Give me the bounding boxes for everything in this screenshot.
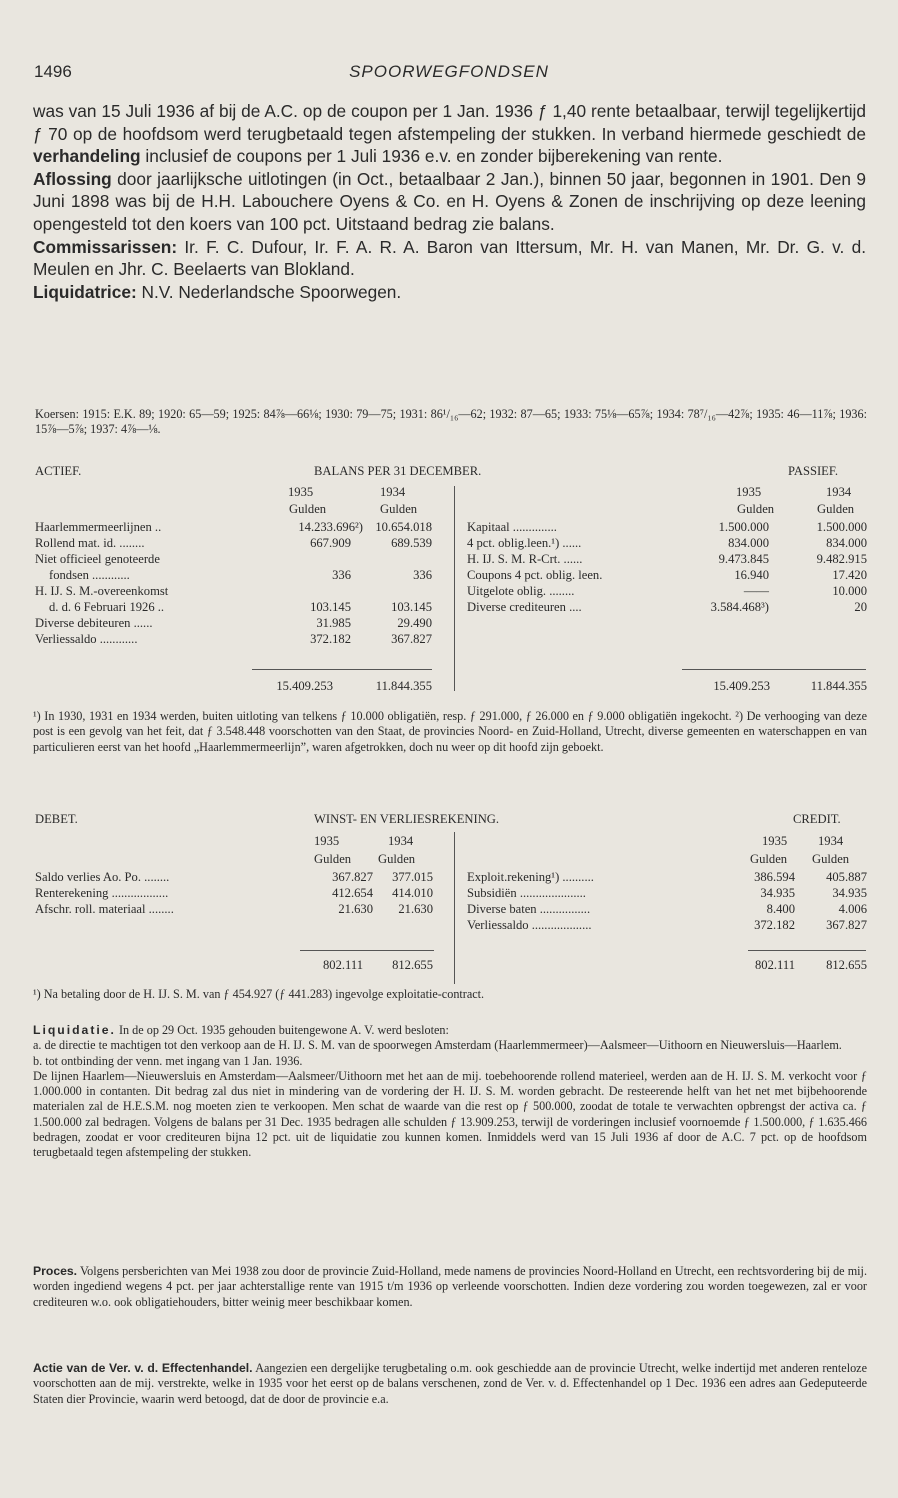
running-head: [0, 62, 898, 88]
balans-right-row: Coupons 4 pct. oblig. leen. 16.940 17.420: [467, 568, 867, 582]
balans-right-total-1934: 11.844.355: [810, 679, 867, 693]
winst-center-title: WINST- EN VERLIESREKENING.: [314, 812, 500, 826]
balans-left-unit-a: Gulden: [289, 502, 327, 516]
actie-section: Actie van de Ver. v. d. Effectenhandel. Aangezien een dergelijke terugbetaling o.m. ook geschiedde aan de provincie Utrecht, welke indertijd met anderen renteloze voorschotten aan de mij. verstrekte, welke in 1935 voor het eerst op de balans verschenen, zond de Ver. v. d. Effectenhandel op 1 Dec. 1936 een adres aan Gedeputeerde Staten dier Provincie, waarin werd betoogd, dat de door de provincie e.a.: [33, 1361, 867, 1406]
balans-center-title: BALANS PER 31 DECEMBER.: [314, 464, 482, 478]
winst-footnote: ¹) Na betaling door de H. IJ. S. M. van ƒ 454.927 (ƒ 441.283) ingevolge exploitatie-contract.: [33, 987, 485, 1001]
winst-left-total-rule: [300, 950, 434, 951]
intro-paragraph-1: was van 15 Juli 1936 af bij de A.C. op de coupon per 1 Jan. 1936 ƒ 1,40 rente betaalbaar, terwijl tegelijkertijd ƒ 70 op de hoofdsom werd terugbetaald tegen afstempeling der stukken. In verband hiermede geschiedt de verhandeling inclusief de coupons per 1 Juli 1936 e.v. en zonder bijberekening van rente.: [33, 101, 866, 167]
liquidatie-section: Liquidatie. In de op 29 Oct. 1935 gehouden buitengewone A. V. werd besloten: a. de directie te machtigen tot den verkoop aan de H. IJ. S. M. van de spoorwegen Amsterdam (Haarlemmermeer)—Aalsmeer—Uithoorn en Nieuwersluis—Haarlem. b. tot ontbinding der venn. met ingang van 1 Jan. 1936. De lijnen Haarlem—Nieuwersluis en Amsterdam—Aalsmeer/Uithoorn met het aan de mij. toebehoorende rollend materieel, werden aan de H. IJ. S. M. verkocht voor ƒ 1.000.000 in contanten. Dit bedrag zal dus niet in mindering van de vordering der H. IJ. S. M. worden gebracht. De resteerende helft van het net met bijbehoorende materialen zal de H.E.S.M. nog moeten zien te verkoopen. Men schat de waarde van die rest op ƒ 500.000, zoodat de totale te verwachten opbrengst der activa ca. ƒ 1.500.000 zal bedragen. Volgens de balans per 31 Dec. 1935 bedragen alle schulden ƒ 13.909.253, terwijl de vorderingen inclusief voornoemde ƒ 1.500.000, ƒ 1.635.466 bedragen, zoodat er voor crediteuren bijna 12 pct. uit de liquidatie zou kunnen komen. Inmiddels werd van 15 Juli 1936 af door de A.C. 7 pct. op de hoofdsom terugbetaald tegen afstempeling der stukken.: [33, 1023, 867, 1160]
winst-right-unit-b: Gulden: [812, 852, 850, 866]
koersen-text: Koersen: 1915: E.K. 89; 1920: 65—59; 1925: 84⅞—66⅛; 1930: 79—75; 1931: 86¹/₁₆—62; 1932: 87—65; 1933: 75⅛—65⅞; 1934: 78⁷/₁₆—42⅞; 1935: 46—11⅞; 1936: 15⅞—5⅞; 1937: 4⅞—⅛.: [35, 407, 867, 437]
balans-left-total-rule: [252, 669, 432, 670]
balans-divider: [454, 486, 455, 691]
liquidatie-item-b: b. tot ontbinding der venn. met ingang van 1 Jan. 1936.: [33, 1053, 303, 1068]
balans-right-title: PASSIEF.: [788, 464, 838, 478]
balans-left-row: Diverse debiteuren ...... 31.985 29.490: [35, 616, 432, 630]
winst-right-unit-a: Gulden: [750, 852, 788, 866]
proces-label: Proces.: [33, 1264, 78, 1278]
balans-left-year-a: 1935: [288, 485, 314, 499]
balans-left-row: Niet officieel genoteerde: [35, 552, 160, 566]
winst-left-row: Afschr. roll. materiaal ........ 21.630 21.630: [35, 902, 433, 916]
winst-right-year-b: 1934: [818, 834, 844, 848]
winst-left-row: Saldo verlies Ao. Po. ........ 367.827 377.015: [35, 870, 433, 884]
balans-right-unit-a: Gulden: [737, 502, 775, 516]
balans-right-row: H. IJ. S. M. R-Crt. ...... 9.473.845 9.482.915: [467, 552, 867, 566]
winst-left-title: DEBET.: [35, 812, 78, 826]
balans-right-total-rule: [682, 669, 866, 670]
actie-label: Actie van de Ver. v. d. Effectenhandel.: [33, 1361, 253, 1375]
winst-left-unit-a: Gulden: [314, 852, 352, 866]
balans-right-year-a: 1935: [736, 485, 762, 499]
balans-right-row: Kapitaal .............. 1.500.000 1.500.000: [467, 520, 867, 534]
balans-left-row: H. IJ. S. M.-overeenkomst: [35, 584, 169, 598]
winst-left-year-a: 1935: [314, 834, 340, 848]
winst-divider: [454, 832, 455, 984]
balans-left-total-1935: 15.409.253: [276, 679, 333, 693]
proces-section: Proces. Volgens persberichten van Mei 1938 zou door de provincie Zuid-Holland, mede namens de provincies Noord-Holland en Utrecht, een rechtsvordering bij de mij. worden ingediend wegens 4 pct. per jaar achterstallige rente van 1915 t/m 1936 op verleende voorschotten. Indien deze vordering zou worden toegewezen, zal er voor crediteuren w.o. ook obligatiehouders, bitter weinig meer beschikbaar komen.: [33, 1264, 867, 1309]
intro-paragraph-aflossing: Aflossing door jaarlijksche uitlotingen (in Oct., betaalbaar 2 Jan.), binnen 50 jaar, begonnen in 1901. Den 9 Juni 1898 was bij de H.H. Labouchere Oyens & Co. en H. Oyens & Zonen de inschrijving op deze leening opengesteld tot den koers van 100 pct. Uitstaand bedrag zie balans.: [33, 168, 866, 234]
balans-footnote: ¹) In 1930, 1931 en 1934 werden, buiten uitloting van telkens ƒ 10.000 obligatiën, resp. ƒ 291.000, ƒ 26.000 en ƒ 9.000 obligatiën ingekocht. ²) De verhooging van deze post is een gevolg van het feit, dat ƒ 3.548.448 voorschotten van den Staat, de provincies Noord- en Zuid-Holland, Utrecht, diverse gemeenten en waterschappen en van particulieren eerst van het hoofd „Haarlemmermeerlijn”, waren afgetrokken, doch nu weer op dit hoofd zijn geboekt.: [33, 709, 867, 754]
winst-right-row: Verliessaldo ................... 372.182 367.827: [467, 918, 867, 932]
winst-right-year-a: 1935: [762, 834, 788, 848]
winst-right-row: Diverse baten ................ 8.400 4.006: [467, 902, 867, 916]
running-title: SPOORWEGFONDSEN: [349, 62, 549, 81]
balans-left-row: Verliessaldo ............ 372.182 367.827: [35, 632, 432, 646]
winst-right-total-1934: 812.655: [826, 958, 867, 972]
winst-left-unit-b: Gulden: [378, 852, 416, 866]
winst-right-row: Subsidiën ..................... 34.935 34.935: [467, 886, 867, 900]
liquidatie-item-a: a. de directie te machtigen tot den verkoop aan de H. IJ. S. M. van de spoorwegen Amsterdam (Haarlemmermeer)—Aalsmeer—Uithoorn en Nieuwersluis—Haarlem.: [33, 1038, 842, 1053]
winst-left-total-1934: 812.655: [392, 958, 433, 972]
balans-left-row: Rollend mat. id. ........ 667.909 689.539: [35, 536, 432, 550]
balans-right-total-1935: 15.409.253: [713, 679, 770, 693]
winst-left-row: Renterekening .................. 412.654 414.010: [35, 886, 433, 900]
winst-right-title: CREDIT.: [793, 812, 841, 826]
winst-right-row: Exploit.rekening¹) .......... 386.594 405.887: [467, 870, 867, 884]
balans-left-row: Haarlemmermeerlijnen .. 14.233.696²) 10.654.018: [35, 520, 432, 534]
balans-right-unit-b: Gulden: [817, 502, 855, 516]
balans-right-row: Diverse crediteuren .... 3.584.468³) 20: [467, 600, 867, 614]
liquidatie-label: Liquidatie.: [33, 1023, 116, 1037]
winst-right-total-1935: 802.111: [755, 958, 795, 972]
intro-paragraph-commissarissen: Commissarissen: Ir. F. C. Dufour, Ir. F. A. R. A. Baron van Ittersum, Mr. H. van Manen, Mr. Dr. G. v. d. Meulen en Jhr. C. Beelaerts van Blokland.: [33, 236, 866, 280]
page-number: 1496: [34, 62, 72, 81]
balans-left-row: d. d. 6 Februari 1926 .. 103.145 103.145: [49, 600, 432, 614]
balans-left-title: ACTIEF.: [35, 464, 82, 478]
balans-right-row: 4 pct. oblig.leen.¹) ...... 834.000 834.000: [467, 536, 867, 550]
balans-left-year-b: 1934: [380, 485, 406, 499]
winst-left-total-1935: 802.111: [323, 958, 363, 972]
balans-right-year-b: 1934: [826, 485, 852, 499]
winst-right-total-rule: [748, 950, 866, 951]
balans-right-row: Uitgelote oblig. ........ —— 10.000: [467, 584, 867, 598]
winst-left-year-b: 1934: [388, 834, 414, 848]
balans-left-row: fondsen ............ 336 336: [49, 568, 432, 582]
balans-left-total-1934: 11.844.355: [375, 679, 432, 693]
balans-left-unit-b: Gulden: [380, 502, 418, 516]
liquidatie-body: De lijnen Haarlem—Nieuwersluis en Amsterdam—Aalsmeer/Uithoorn met het aan de mij. toebehoorende rollend materieel, werden aan de H. IJ. S. M. verkocht voor ƒ 1.000.000 in contanten. Dit bedrag zal dus niet in mindering van de vordering der H. IJ. S. M. worden gebracht. De resteerende helft van het net met bijbehoorende materialen zal de H.E.S.M. nog moeten zien te verkoopen. Men schat de waarde van die rest op ƒ 500.000, zoodat de totale te verwachten opbrengst der activa ca. ƒ 1.500.000 zal bedragen. Volgens de balans per 31 Dec. 1935 bedragen alle schulden ƒ 13.909.253, terwijl de vorderingen inclusief voornoemde ƒ 1.500.000, ƒ 1.635.466 bedragen, zoodat er voor crediteuren bijna 12 pct. uit de liquidatie zou kunnen komen. Inmiddels werd van 15 Juli 1936 af door de A.C. 7 pct. op de hoofdsom terugbetaald tegen afstempeling der stukken.: [33, 1068, 867, 1160]
intro-paragraph-liquidatrice: Liquidatrice: N.V. Nederlandsche Spoorwegen.: [33, 281, 402, 302]
intro-text: [33, 100, 866, 303]
